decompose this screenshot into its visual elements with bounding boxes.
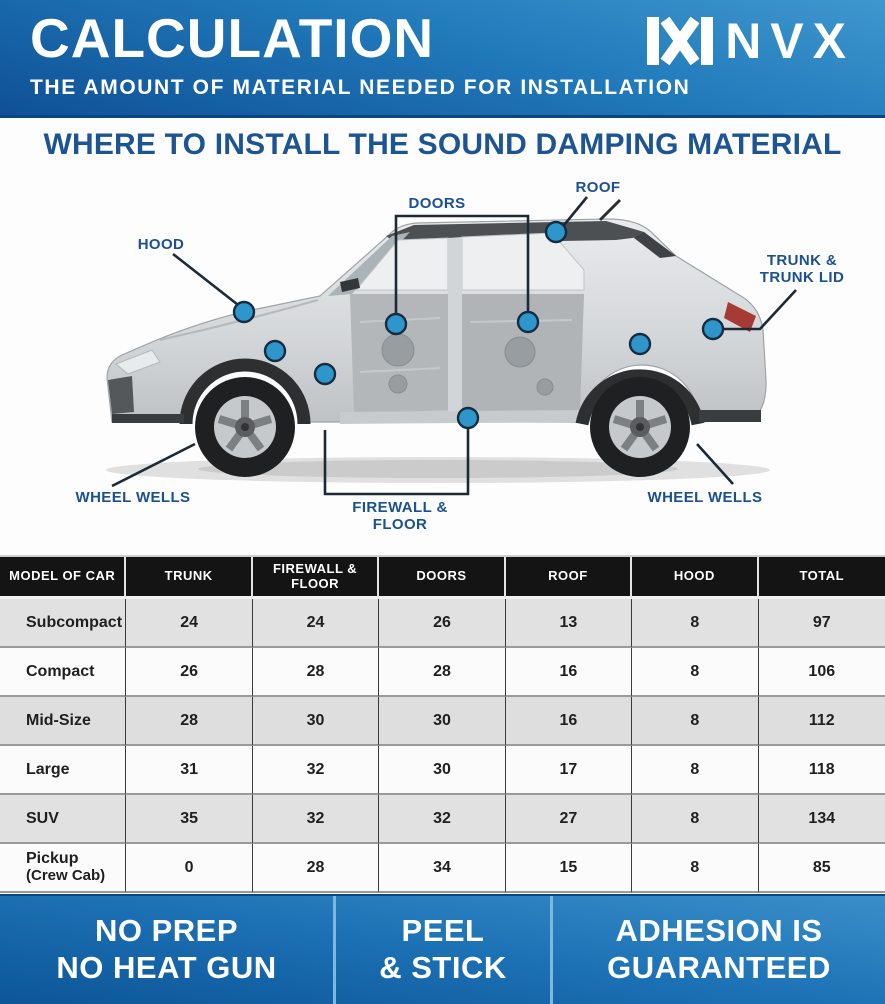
car-illustration [106, 200, 770, 483]
table-cell: 8 [632, 746, 758, 795]
table-cell: 97 [759, 599, 885, 648]
table-cell: 118 [759, 746, 885, 795]
rear-wheel [590, 377, 690, 477]
row-label: Compact [0, 648, 126, 697]
table-cell: 34 [379, 844, 505, 893]
b-pillar [448, 237, 462, 412]
table-cell: 24 [126, 599, 252, 648]
table-cell: 8 [632, 844, 758, 893]
badge-adhesion: ADHESION IS GUARANTEED [607, 913, 831, 985]
row-label: Subcompact [0, 599, 126, 648]
table-cell: 13 [506, 599, 632, 648]
header-bar [0, 0, 885, 118]
car-diagram [0, 172, 885, 550]
table-cell: 28 [126, 697, 252, 746]
label-trunk-line1: TRUNK & [766, 252, 838, 269]
table-cell: 32 [379, 795, 505, 844]
column-header-roof: ROOF [506, 557, 632, 599]
label-hood: HOOD [137, 236, 185, 253]
label-doors: DOORS [408, 195, 466, 212]
column-header-total: TOTAL [759, 557, 885, 599]
table-cell: 134 [759, 795, 885, 844]
front-sill-callout-dot [315, 364, 335, 384]
table-cell: 8 [632, 697, 758, 746]
table-cell: 30 [253, 697, 379, 746]
column-header-doors: DOORS [379, 557, 505, 599]
table-cell: 26 [126, 648, 252, 697]
table-cell: 8 [632, 648, 758, 697]
table-cell: 0 [126, 844, 252, 893]
grille [108, 376, 134, 414]
firewall-floor-callout-dot [458, 408, 478, 428]
table-cell: 8 [632, 599, 758, 648]
label-wheel-wells-right: WHEEL WELLS [647, 489, 763, 506]
rear-door-callout-dot [518, 312, 538, 332]
table-cell: 30 [379, 746, 505, 795]
column-header-firewall-floor: FIREWALL & FLOOR [253, 557, 379, 599]
label-firewall-line2: FLOOR [372, 516, 428, 533]
nvx-logo [645, 14, 855, 68]
footer-bar [0, 894, 885, 1004]
table-cell: 16 [506, 697, 632, 746]
hood-callout-dot [234, 302, 254, 322]
badge-peel-stick: PEEL & STICK [333, 896, 553, 1004]
label-firewall-line1: FIREWALL & [352, 499, 448, 516]
trunk-callout-dot [703, 319, 723, 339]
table-cell: 26 [379, 599, 505, 648]
table-cell: 28 [379, 648, 505, 697]
table-cell: 85 [759, 844, 885, 893]
table-cell: 27 [506, 795, 632, 844]
front-door-callout-dot [386, 314, 406, 334]
label-roof: ROOF [575, 179, 621, 196]
row-label: Mid-Size [0, 697, 126, 746]
table-cell: 16 [506, 648, 632, 697]
table-cell: 32 [253, 795, 379, 844]
front-wheel-well-callout-dot [265, 341, 285, 361]
label-trunk-line2: TRUNK LID [759, 269, 845, 286]
table-cell: 106 [759, 648, 885, 697]
roof-callout-dot [546, 222, 566, 242]
table-cell: 28 [253, 648, 379, 697]
table-cell: 17 [506, 746, 632, 795]
column-header-model: MODEL OF CAR [0, 557, 126, 599]
material-table [0, 555, 885, 893]
nvx-brand-icon [645, 14, 715, 68]
page-title: CALCULATION [30, 7, 435, 70]
table-cell: 8 [632, 795, 758, 844]
table-cell: 32 [253, 746, 379, 795]
antenna [600, 200, 620, 220]
rear-wheel-well-callout-dot [630, 334, 650, 354]
label-wheel-wells-left: WHEEL WELLS [75, 489, 191, 506]
row-label: Pickup (Crew Cab) [0, 844, 126, 893]
table-cell: 30 [379, 697, 505, 746]
header-subtitle: THE AMOUNT OF MATERIAL NEEDED FOR INSTALLATION [30, 76, 691, 99]
column-header-hood: HOOD [632, 557, 758, 599]
table-cell: 31 [126, 746, 252, 795]
hood-leader-line [173, 254, 242, 308]
diagram-title: WHERE TO INSTALL THE SOUND DAMPING MATERIAL [43, 128, 842, 161]
column-header-trunk: TRUNK [126, 557, 252, 599]
brand-text: NVX [725, 13, 855, 69]
row-label: SUV [0, 795, 126, 844]
row-label: Large [0, 746, 126, 795]
table-cell: 28 [253, 844, 379, 893]
front-wheel [195, 377, 295, 477]
badge-no-prep: NO PREP NO HEAT GUN [56, 913, 277, 985]
table-cell: 112 [759, 697, 885, 746]
table-cell: 35 [126, 795, 252, 844]
table-cell: 24 [253, 599, 379, 648]
table-cell: 15 [506, 844, 632, 893]
